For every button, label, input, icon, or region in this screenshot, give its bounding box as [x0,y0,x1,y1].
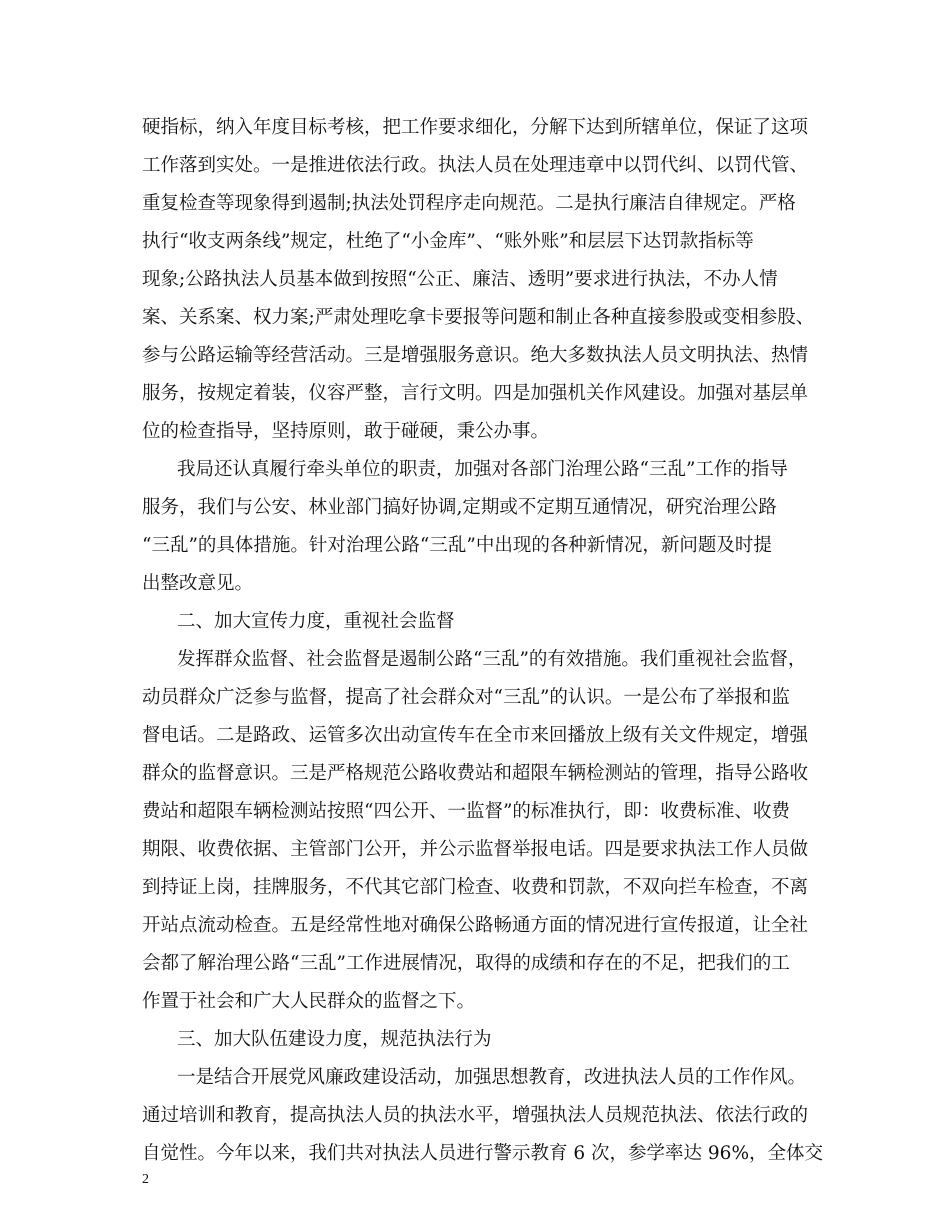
paragraph-first-line: 一是结合开展党风廉政建设活动，加强思想教育，改进执法人员的工作作风。 [177,1067,807,1088]
body-text-line: 到持证上岗，挂牌服务，不代其它部门检查、收费和罚款，不双向拦车检查，不离 [142,877,809,898]
body-text-line: 期限、收费依据、主管部门公开，并公示监督举报电话。四是要求执法工作人员做 [142,839,809,860]
body-text-line: 参与公路运输等经营活动。三是增强服务意识。绝大多数执法人员文明执法、热情 [142,345,809,366]
body-text-line: 动员群众广泛参与监督，提高了社会群众对“三乱”的认识。一是公布了举报和监 [142,687,790,708]
body-text-line: 开站点流动检查。五是经常性地对确保公路畅通方面的情况进行宣传报道，让全社 [142,915,809,936]
body-text-line: 硬指标，纳入年度目标考核，把工作要求细化，分解下达到所辖单位，保证了这项 [142,117,809,138]
paragraph-first-line: 发挥群众监督、社会监督是遏制公路“三乱”的有效措施。我们重视社会监督， [177,649,807,670]
body-text-line: 费站和超限车辆检测站按照“四公开、一监督”的标准执行，即：收费标准、收费 [142,801,790,822]
body-text-line: 工作落到实处。一是推进依法行政。执法人员在处理违章中以罚代纠、以罚代管、 [142,155,809,176]
body-text-line: 通过培训和教育，提高执法人员的执法水平，增强执法人员规范执法、依法行政的 [142,1105,809,1126]
body-text-line: 群众的监督意识。三是严格规范公路收费站和超限车辆检测站的管理，指导公路收 [142,763,809,784]
body-text-line: 出整改意见。 [142,573,254,594]
body-text-line: 重复检查等现象得到遏制;执法处罚程序走向规范。二是执行廉洁自律规定。严格 [142,193,796,214]
page-number: 2 [142,1172,149,1187]
section-heading: 三、加大队伍建设力度，规范执法行为 [177,1029,492,1050]
body-text-line: “三乱”的具体措施。针对治理公路“三乱”中出现的各种新情况，新问题及时提 [142,535,772,556]
body-text-line: 现象;公路执法人员基本做到按照“公正、廉洁、透明”要求进行执法，不办人情 [142,269,778,290]
body-text-line: 服务，我们与公安、林业部门搞好协调,定期或不定期互通情况，研究治理公路 [142,497,777,518]
paragraph-first-line: 我局还认真履行牵头单位的职责，加强对各部门治理公路“三乱”工作的指导 [177,459,788,480]
body-text-line: 案、关系案、权力案;严肃处理吃拿卡要报等问题和制止各种直接参股或变相参股、 [142,307,815,328]
body-text-line: 位的检查指导，坚持原则，敢于碰硬，秉公办事。 [142,421,550,442]
body-text-line: 会都了解治理公路“三乱”工作进展情况，取得的成绩和存在的不足，把我们的工 [142,953,790,974]
body-text-line: 督电话。二是路政、运管多次出动宣传车在全市来回播放上级有关文件规定，增强 [142,725,809,746]
section-heading: 二、加大宣传力度，重视社会监督 [177,611,455,632]
body-text-line: 作置于社会和广大人民群众的监督之下。 [142,991,476,1012]
body-text-line: 服务，按规定着装，仪容严整，言行文明。四是加强机关作风建设。加强对基层单 [142,383,809,404]
body-text-line: 自觉性。今年以来，我们共对执法人员进行警示教育 6 次，参学率达 96%，全体交 [142,1143,824,1164]
body-text-line: 执行“收支两条线”规定，杜绝了“小金库”、“账外账”和层层下达罚款指标等 [142,231,754,252]
